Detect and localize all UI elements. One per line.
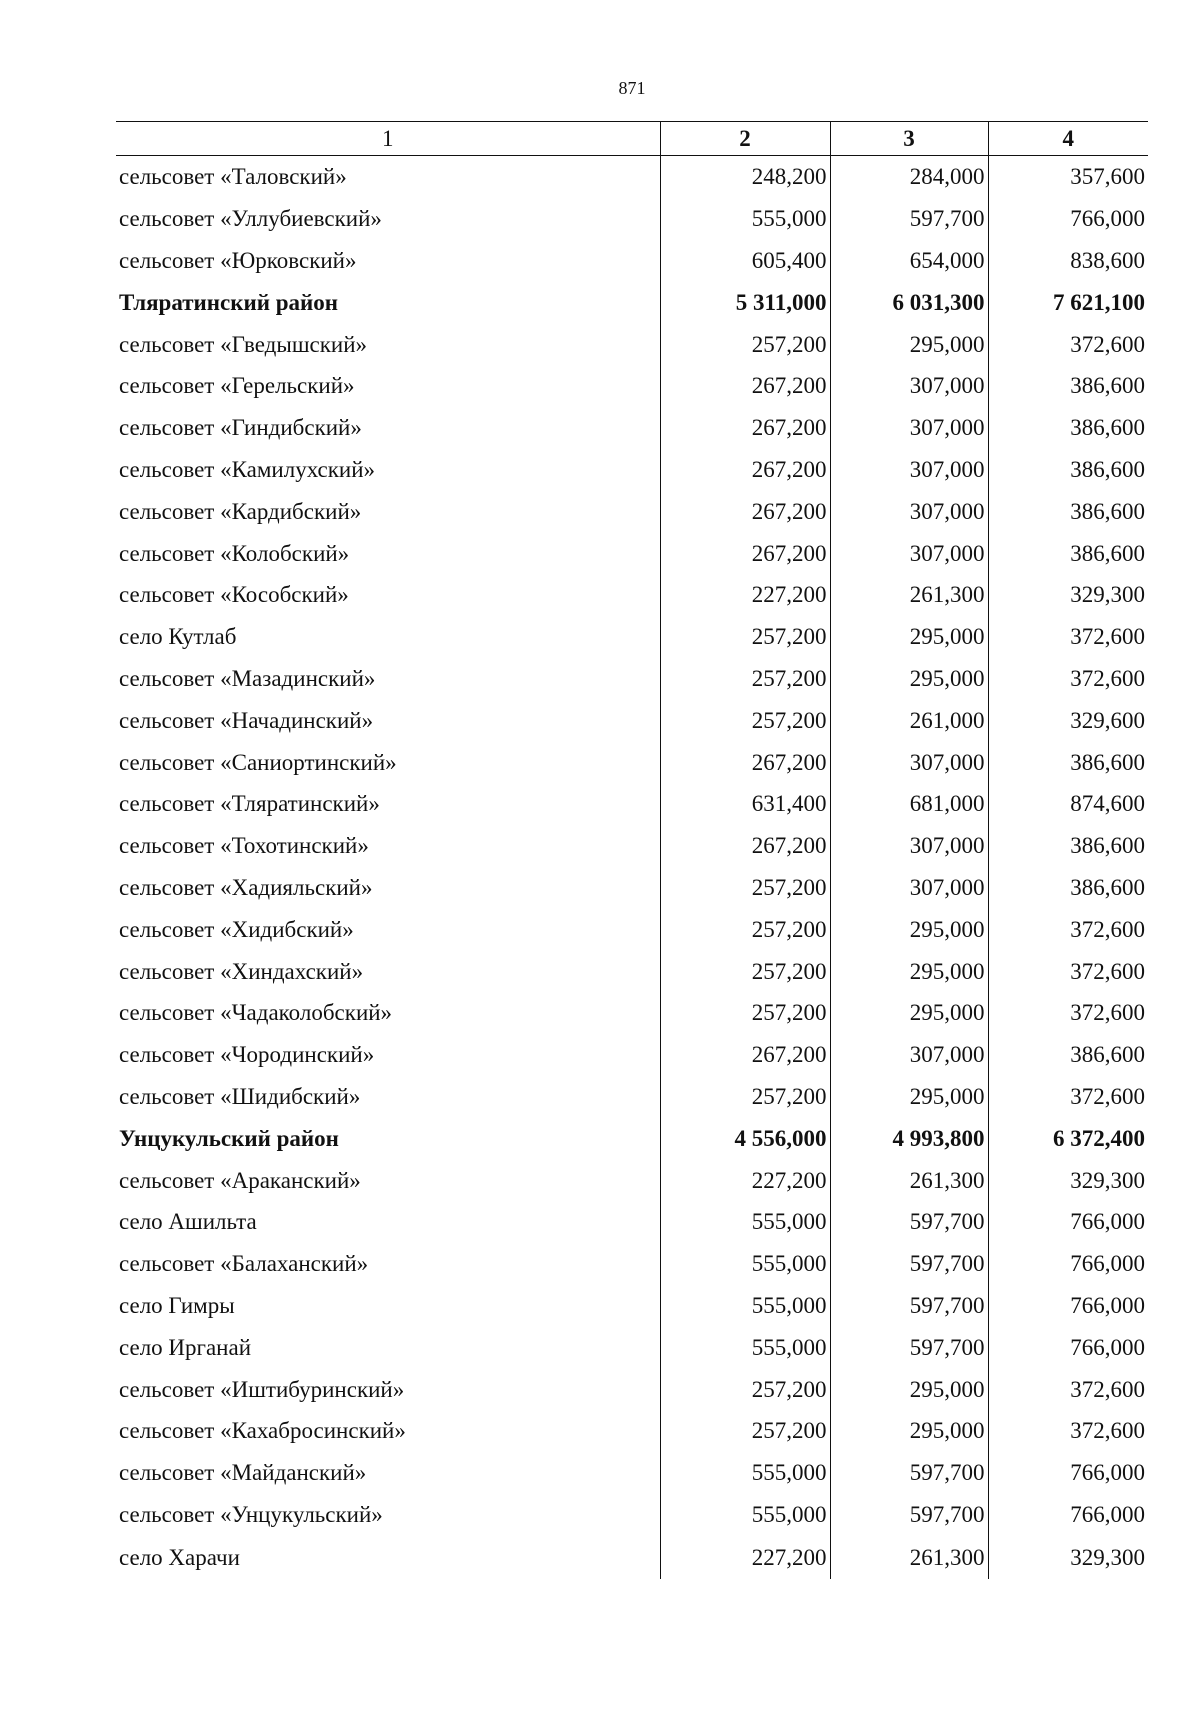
row-name-cell: сельсовет «Чородинский»	[119, 1042, 375, 1068]
row-value-col4: 372,600	[988, 1076, 1148, 1118]
table-row	[116, 1452, 1148, 1494]
column-header-2: 2	[660, 122, 830, 156]
row-value-col4: 386,600	[988, 490, 1148, 532]
row-value-col2: 227,200	[660, 1159, 830, 1201]
table-body	[116, 156, 1148, 1580]
row-value-col2: 257,200	[660, 1410, 830, 1452]
row-value-col2: 267,200	[660, 365, 830, 407]
row-value-col3: 307,000	[830, 407, 988, 449]
row-value-col3: 597,700	[830, 1326, 988, 1368]
row-value-col2: 555,000	[660, 1285, 830, 1327]
row-value-col3: 307,000	[830, 1034, 988, 1076]
row-value-col2: 555,000	[660, 1452, 830, 1494]
table-row	[116, 449, 1148, 491]
district-row	[116, 1117, 1148, 1159]
row-value-col4: 372,600	[988, 1368, 1148, 1410]
row-value-col2: 227,200	[660, 574, 830, 616]
row-name-cell: сельсовет «Герельский»	[119, 373, 355, 399]
row-value-col2: 555,000	[660, 1243, 830, 1285]
row-value-col3: 681,000	[830, 783, 988, 825]
row-name-cell: сельсовет «Таловский»	[119, 164, 347, 190]
row-value-col4: 372,600	[988, 658, 1148, 700]
row-name-cell: сельсовет «Кособский»	[119, 582, 349, 608]
row-value-col3: 654,000	[830, 240, 988, 282]
row-name-cell: сельсовет «Майданский»	[119, 1460, 367, 1486]
row-value-col3: 597,700	[830, 1285, 988, 1327]
table-row	[116, 198, 1148, 240]
table-row	[116, 1410, 1148, 1452]
row-value-col2: 267,200	[660, 449, 830, 491]
row-name-cell: сельсовет «Балаханский»	[119, 1251, 369, 1277]
table-row	[116, 1326, 1148, 1368]
row-value-col2: 267,200	[660, 741, 830, 783]
row-value-col3: 307,000	[830, 825, 988, 867]
table-row	[116, 240, 1148, 282]
row-value-col4: 386,600	[988, 532, 1148, 574]
row-value-col4: 372,600	[988, 1410, 1148, 1452]
row-value-col3: 295,000	[830, 992, 988, 1034]
row-value-col2: 257,200	[660, 699, 830, 741]
row-name-cell: сельсовет «Хиндахский»	[119, 958, 364, 984]
row-value-col4: 766,000	[988, 1494, 1148, 1536]
table-row	[116, 490, 1148, 532]
table-row	[116, 1243, 1148, 1285]
table-row	[116, 1285, 1148, 1327]
row-value-col2: 267,200	[660, 407, 830, 449]
table-row	[116, 699, 1148, 741]
row-value-col4: 386,600	[988, 449, 1148, 491]
row-name-cell: сельсовет «Тляратинский»	[119, 791, 380, 817]
row-name-cell: село Ирганай	[119, 1334, 252, 1360]
column-header-1: 1	[116, 122, 660, 156]
row-name-cell: сельсовет «Хидибский»	[119, 916, 354, 942]
row-value-col3: 295,000	[830, 1368, 988, 1410]
row-value-col3: 307,000	[830, 741, 988, 783]
budget-table	[116, 121, 1148, 1579]
table-row	[116, 783, 1148, 825]
row-value-col3: 261,000	[830, 699, 988, 741]
row-value-col4: 386,600	[988, 825, 1148, 867]
row-value-col2: 5 311,000	[660, 281, 830, 323]
row-value-col4: 372,600	[988, 950, 1148, 992]
row-value-col3: 307,000	[830, 449, 988, 491]
row-value-col2: 257,200	[660, 323, 830, 365]
row-name-cell: сельсовет «Чадаколобский»	[119, 1000, 393, 1026]
row-name-cell: сельсовет «Гведышский»	[119, 331, 368, 357]
row-value-col4: 372,600	[988, 908, 1148, 950]
row-name-cell: сельсовет «Камилухский»	[119, 456, 376, 482]
row-name-cell: сельсовет «Мазадинский»	[119, 665, 376, 691]
row-value-col3: 4 993,800	[830, 1117, 988, 1159]
row-value-col3: 597,700	[830, 1452, 988, 1494]
row-value-col2: 267,200	[660, 490, 830, 532]
row-value-col2: 555,000	[660, 1494, 830, 1536]
row-name-cell: сельсовет «Юрковский»	[119, 247, 357, 273]
table-row	[116, 1368, 1148, 1410]
row-value-col3: 261,300	[830, 1535, 988, 1579]
table-row	[116, 825, 1148, 867]
table-row	[116, 365, 1148, 407]
row-name-cell: сельсовет «Саниортинский»	[119, 749, 397, 775]
row-value-col3: 295,000	[830, 1076, 988, 1118]
row-value-col3: 597,700	[830, 1494, 988, 1536]
row-value-col3: 295,000	[830, 323, 988, 365]
row-value-col3: 284,000	[830, 156, 988, 198]
row-value-col4: 766,000	[988, 1285, 1148, 1327]
row-value-col4: 357,600	[988, 156, 1148, 198]
table-row	[116, 1076, 1148, 1118]
row-value-col4: 838,600	[988, 240, 1148, 282]
table-row	[116, 156, 1148, 198]
row-name-cell: сельсовет «Хадияльский»	[119, 874, 373, 900]
row-value-col2: 257,200	[660, 867, 830, 909]
row-value-col4: 329,300	[988, 1159, 1148, 1201]
table-row	[116, 1494, 1148, 1536]
row-value-col2: 257,200	[660, 616, 830, 658]
row-name-cell: сельсовет «Гиндибский»	[119, 415, 362, 441]
row-value-col3: 295,000	[830, 658, 988, 700]
row-value-col2: 257,200	[660, 1368, 830, 1410]
row-value-col2: 257,200	[660, 1076, 830, 1118]
row-name-cell: сельсовет «Араканский»	[119, 1167, 361, 1193]
row-value-col3: 597,700	[830, 198, 988, 240]
row-value-col4: 386,600	[988, 741, 1148, 783]
table-row	[116, 867, 1148, 909]
row-value-col2: 267,200	[660, 532, 830, 574]
row-value-col4: 329,600	[988, 699, 1148, 741]
row-value-col2: 257,200	[660, 950, 830, 992]
table-row	[116, 1034, 1148, 1076]
column-header-3: 3	[830, 122, 988, 156]
row-value-col3: 307,000	[830, 532, 988, 574]
row-name-cell: сельсовет «Шидибский»	[119, 1083, 361, 1109]
table-header-row	[116, 122, 1148, 156]
row-value-col4: 386,600	[988, 867, 1148, 909]
row-name-cell: Унцукульский район	[119, 1125, 339, 1151]
row-value-col2: 4 556,000	[660, 1117, 830, 1159]
row-value-col4: 372,600	[988, 992, 1148, 1034]
row-value-col3: 307,000	[830, 867, 988, 909]
table-row	[116, 950, 1148, 992]
row-value-col4: 6 372,400	[988, 1117, 1148, 1159]
table-row	[116, 407, 1148, 449]
table-row	[116, 908, 1148, 950]
row-value-col2: 631,400	[660, 783, 830, 825]
row-value-col2: 555,000	[660, 1201, 830, 1243]
row-value-col4: 329,300	[988, 1535, 1148, 1579]
row-value-col3: 307,000	[830, 490, 988, 532]
row-value-col2: 248,200	[660, 156, 830, 198]
row-value-col3: 307,000	[830, 365, 988, 407]
row-value-col4: 329,300	[988, 574, 1148, 616]
row-name-cell: сельсовет «Унцукульский»	[119, 1501, 383, 1527]
row-value-col2: 267,200	[660, 825, 830, 867]
row-name-cell: село Гимры	[119, 1292, 235, 1318]
row-value-col4: 766,000	[988, 198, 1148, 240]
row-name-cell: Тляратинский район	[119, 289, 339, 315]
table-row	[116, 741, 1148, 783]
row-value-col4: 766,000	[988, 1326, 1148, 1368]
row-value-col3: 261,300	[830, 574, 988, 616]
row-value-col2: 267,200	[660, 1034, 830, 1076]
table-row	[116, 574, 1148, 616]
row-value-col3: 597,700	[830, 1201, 988, 1243]
row-value-col4: 386,600	[988, 407, 1148, 449]
row-name-cell: сельсовет «Иштибуринский»	[119, 1376, 405, 1402]
district-row	[116, 281, 1148, 323]
row-value-col4: 766,000	[988, 1243, 1148, 1285]
row-value-col3: 597,700	[830, 1243, 988, 1285]
row-name-cell: село Ашильта	[119, 1209, 257, 1235]
row-value-col3: 295,000	[830, 1410, 988, 1452]
row-name-cell: село Харачи	[119, 1544, 240, 1570]
row-value-col4: 874,600	[988, 783, 1148, 825]
row-value-col2: 555,000	[660, 1326, 830, 1368]
row-value-col4: 372,600	[988, 616, 1148, 658]
table-row	[116, 658, 1148, 700]
row-value-col4: 372,600	[988, 323, 1148, 365]
row-name-cell: сельсовет «Колобский»	[119, 540, 350, 566]
table-row	[116, 532, 1148, 574]
table-row	[116, 323, 1148, 365]
table-row	[116, 1201, 1148, 1243]
budget-table-container	[116, 121, 1148, 1579]
table-row	[116, 1535, 1148, 1579]
row-value-col4: 386,600	[988, 1034, 1148, 1076]
row-name-cell: сельсовет «Кардибский»	[119, 498, 362, 524]
row-value-col2: 257,200	[660, 658, 830, 700]
row-value-col2: 555,000	[660, 198, 830, 240]
column-header-4: 4	[988, 122, 1148, 156]
row-value-col3: 295,000	[830, 616, 988, 658]
row-value-col3: 295,000	[830, 950, 988, 992]
row-value-col3: 6 031,300	[830, 281, 988, 323]
row-value-col4: 386,600	[988, 365, 1148, 407]
row-name-cell: сельсовет «Начадинский»	[119, 707, 374, 733]
row-value-col4: 7 621,100	[988, 281, 1148, 323]
table-row	[116, 616, 1148, 658]
table-row	[116, 1159, 1148, 1201]
row-value-col3: 295,000	[830, 908, 988, 950]
row-name-cell: сельсовет «Тохотинский»	[119, 833, 369, 859]
row-value-col4: 766,000	[988, 1201, 1148, 1243]
row-value-col2: 227,200	[660, 1535, 830, 1579]
page-number: 871	[618, 78, 646, 98]
row-value-col2: 257,200	[660, 992, 830, 1034]
row-value-col2: 605,400	[660, 240, 830, 282]
row-value-col3: 261,300	[830, 1159, 988, 1201]
row-value-col2: 257,200	[660, 908, 830, 950]
row-name-cell: сельсовет «Кахабросинский»	[119, 1418, 406, 1444]
row-name-cell: село Кутлаб	[119, 624, 237, 650]
table-row	[116, 992, 1148, 1034]
row-name-cell: сельсовет «Уллубиевский»	[119, 206, 382, 232]
row-value-col4: 766,000	[988, 1452, 1148, 1494]
